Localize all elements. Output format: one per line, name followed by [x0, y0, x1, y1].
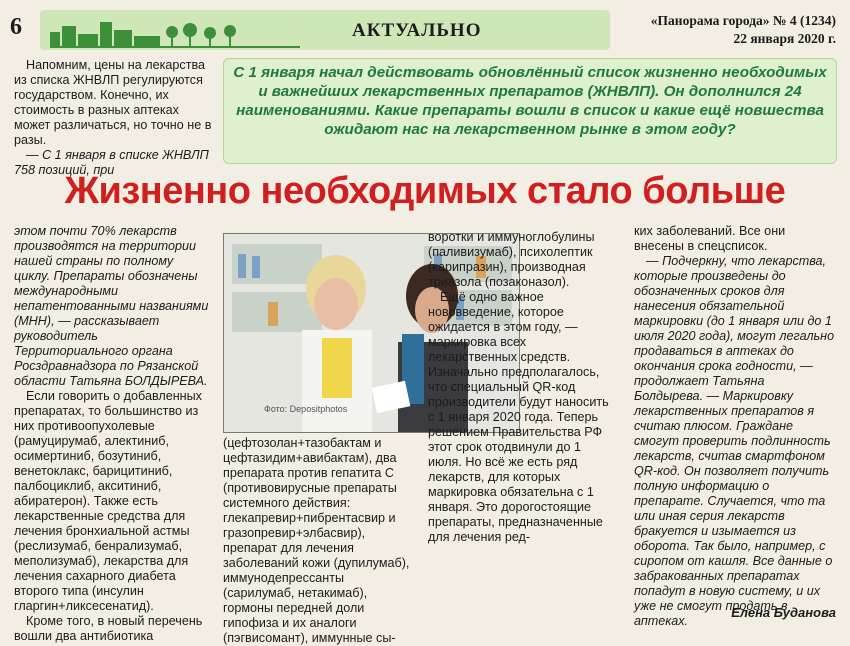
city-skyline-icon	[50, 18, 300, 48]
paragraph: — Подчеркну, что лекарства, которые произведены до обозначенных сроков для нанесения обязательной маркировки (до 1 января или до 1 июля 2020 года), могут легально продаваться в аптеках до окончания срока годности, — продолжает Татьяна Болдырева. — Маркировку лекарственных препаратов я считаю плюсом. Граждане смогут проверить подлинность лекарств, считав смартфоном QR-код. Он позволяет получить полную информацию о препарате. Случается, что та или иная серия лекарств бракуется и изымается из оборота. Так было, например, с сиропом от кашля. Все данные о забракованных препаратах попадут в новую систему, и их уже не смогут продать в аптеках.	[634, 254, 835, 628]
column-2	[223, 436, 413, 646]
photo-credit: Фото: Depositphotos	[264, 404, 348, 414]
headline: Жизненно необходимых стало больше	[64, 170, 786, 212]
paragraph: Кроме того, в новый перечень вошли два антибиотика	[14, 614, 203, 643]
paragraph: Напомним, цены на лекарства из списка ЖНВЛП регулируются государством. Конечно, их стоимость в разных аптеках может различаться, но точно не в разы.	[14, 58, 212, 147]
masthead	[651, 12, 836, 48]
issue-date: 22 января 2020 г.	[733, 31, 836, 46]
lead-paragraph: С 1 января начал действовать обновлённый список жизненно необходимых и важнейших лекарственных препаратов (ЖНВЛП). Он дополнился 24 наименованиями. Какие препараты вошли в список и какие ещё новшества ожидают нас на лекарственном рынке в этом году?	[233, 64, 827, 138]
paragraph: воротки и иммуноглобулины (паливизумаб), психолептик (карипразин), производная триазола (позаконазол).	[428, 230, 595, 289]
author-signature: Елена Буданова	[731, 605, 836, 620]
column-1	[14, 224, 212, 644]
top-left-column	[14, 58, 212, 178]
column-3	[428, 230, 616, 545]
paragraph: Ещё одно важное нововведение, которое ожидается в этом году, — маркировка всех лекарственных средств. Изначально предполагалось, что специальный QR-код производители будут наносить с 1 января 2020 года. Теперь решением Правительства РФ этот срок отодвинули до 1 июля. Но всё же есть ряд лекарств, для которых маркировка обязательна с 1 января. Это дорогостоящие препараты, предназначенные для лечения ред-	[428, 290, 609, 544]
column-4	[634, 224, 836, 629]
page-number: 6	[10, 14, 22, 40]
newspaper-issue: «Панорама города» № 4 (1234)	[650, 13, 836, 28]
paragraph: — С 1 января в списке ЖНВЛП 758 позиций, при	[14, 148, 209, 177]
paragraph: этом почти 70% лекарств производятся на территории нашей страны по полному циклу. Препараты обозначены международными непатентованными названиями (МНН), — рассказывает руководитель Территориального органа Росздравнадзора по Рязанской области Татьяна БОЛДЫРЕВА.	[14, 224, 209, 388]
paragraph: Если говорить о добавленных препаратах, то большинство из них противоопухолевые (рамуцирумаб, алектиниб, осимертиниб, бозутиниб, венетоклакс, барицитиниб, палбоциклиб, акситиниб, абиратерон). Также есть лекарственные средства для лечения бронхиальной астмы (реслизумаб, бенрализумаб, меполизумаб), лекарства для лечения сахарного диабета второго типа (инсулин гларгин+ликсесенатид).	[14, 389, 202, 613]
paragraph: (цефтозолан+тазобактам и цефтазидим+авибактам), два препарата против гепатита С (противовирусные препараты системного действия: глекапревир+пибрентасвир и гразопревир+элбасвир), препарат для лечения заболеваний кожи (дупилумаб), иммунодепрессанты (сарилумаб, нетакимаб), гормоны передней доли гипофиза и их аналоги (пэгвисомант), иммунные сы-	[223, 436, 410, 645]
section-title: АКТУАЛЬНО	[352, 20, 482, 41]
paragraph: ких заболеваний. Все они внесены в спецсписок.	[634, 224, 786, 253]
